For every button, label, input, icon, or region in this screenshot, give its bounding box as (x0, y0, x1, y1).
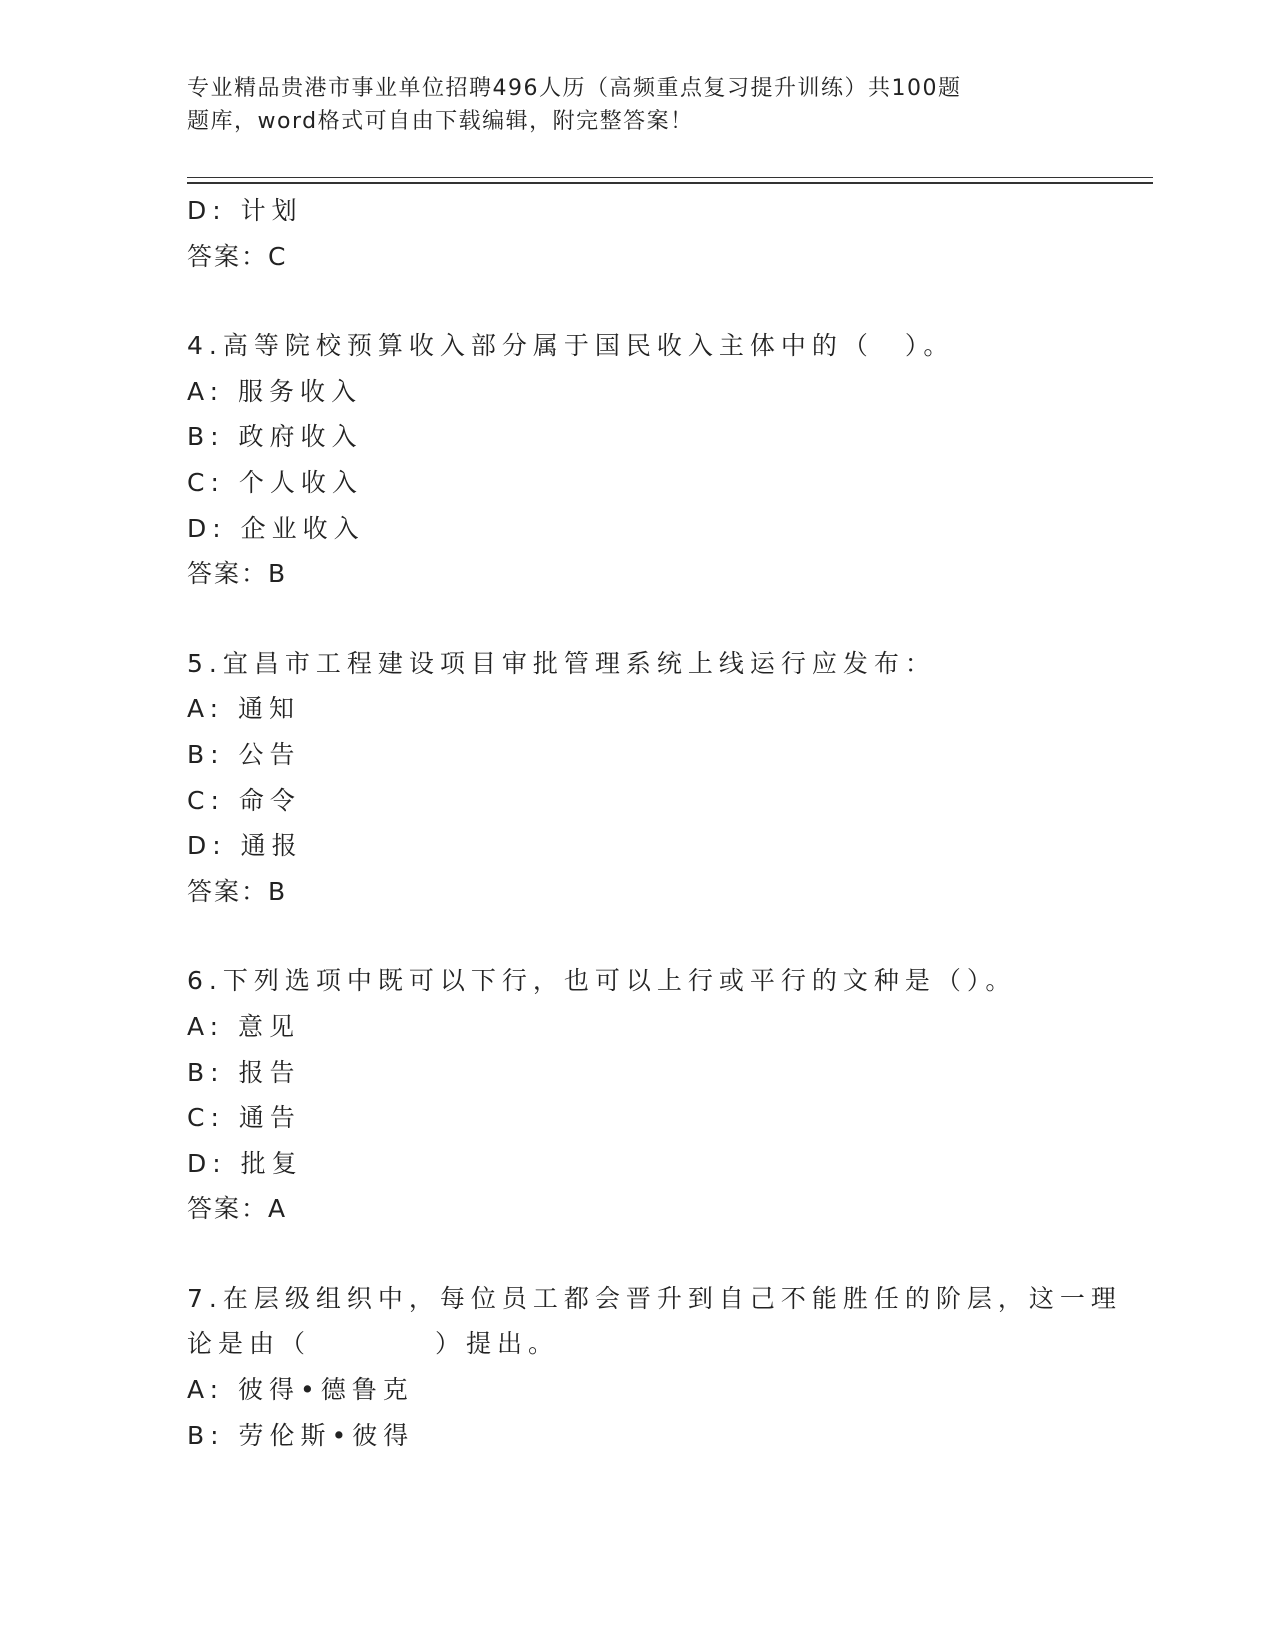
question-stem: 4.高等院校预算收入部分属于国民收入主体中的（ ）。 (187, 331, 955, 361)
question-5 (187, 641, 1087, 915)
option-c: C: 个人收入 (187, 467, 363, 497)
question-stem: 6.下列选项中既可以下行，也可以上行或平行的文种是（）。 (187, 966, 1017, 996)
option-b: B: 报告 (187, 1057, 301, 1087)
option-a: A: 通知 (187, 694, 301, 724)
header-divider-thick (187, 182, 1153, 184)
question-6 (187, 958, 1087, 1232)
option-a: A: 服务收入 (187, 376, 363, 406)
option-d: D: 批复 (187, 1148, 303, 1178)
option-d: D: 企业收入 (187, 513, 365, 543)
header-divider-thin (187, 177, 1153, 178)
question-stem: 5.宜昌市工程建设项目审批管理系统上线运行应发布： (187, 648, 936, 678)
question-list (187, 188, 1122, 1458)
question-7 (187, 1276, 1122, 1458)
option-b: B: 劳伦斯•彼得 (187, 1420, 415, 1450)
question-4 (187, 323, 1087, 597)
header-line-2: 题库，word格式可自由下载编辑，附完整答案！ (187, 109, 694, 134)
option-a: A: 彼得•德鲁克 (187, 1375, 414, 1405)
option-a: A: 意见 (187, 1011, 301, 1041)
option-d: D: 计划 (187, 196, 303, 225)
option-c: C: 命令 (187, 785, 301, 815)
document-header (187, 72, 1067, 138)
option-b: B: 公告 (187, 739, 301, 769)
question-3-tail (187, 188, 1087, 279)
question-stem-line-1: 7.在层级组织中，每位员工都会晋升到自己不能胜任的阶层，这一理 (187, 1283, 1122, 1313)
answer: 答案：C (187, 241, 288, 271)
option-d: D: 通报 (187, 831, 303, 861)
answer: 答案：B (187, 559, 288, 589)
option-b: B: 政府收入 (187, 422, 363, 452)
header-line-1: 专业精品贵港市事业单位招聘496人历（高频重点复习提升训练）共100题 (187, 76, 962, 101)
option-c: C: 通告 (187, 1103, 301, 1133)
answer: 答案：A (187, 1194, 288, 1224)
answer: 答案：B (187, 876, 288, 906)
question-stem-line-2: 论是由（ ）提出。 (187, 1329, 560, 1359)
